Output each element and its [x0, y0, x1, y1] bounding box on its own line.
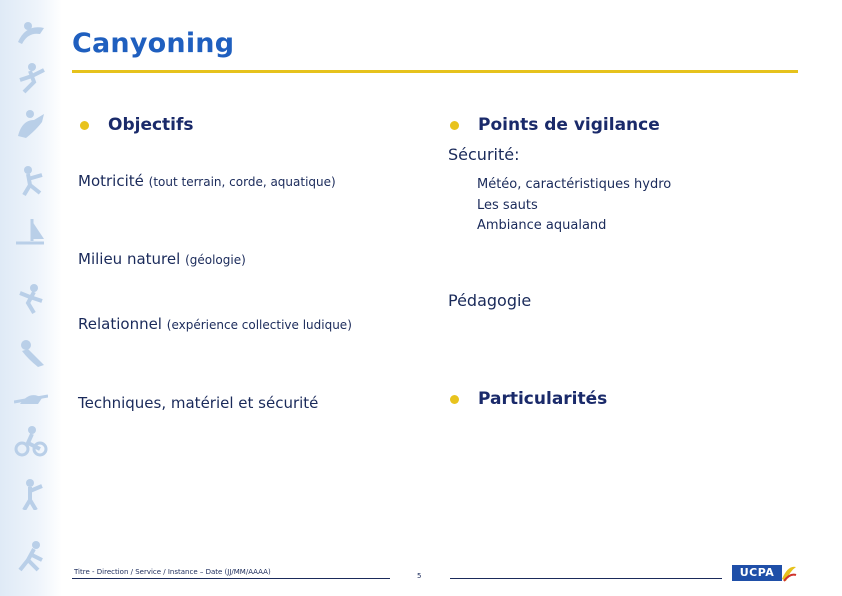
objective-item [78, 315, 352, 333]
security-label: Sécurité: [448, 145, 520, 164]
sport-silhouette-icon [14, 382, 48, 414]
pedagogy-label: Pédagogie [448, 291, 532, 310]
sport-silhouette-icon [14, 337, 48, 369]
objective-label: Milieu naturel [78, 250, 181, 268]
footer-rule-left [72, 578, 390, 579]
logo-swirl-icon [780, 563, 798, 583]
objective-item [78, 172, 336, 190]
objective-label: Motricité [78, 172, 144, 190]
bullet-icon [80, 121, 89, 130]
security-item: Ambiance aqualand [477, 218, 607, 233]
bullet-icon [450, 395, 459, 404]
objective-note: (géologie) [185, 253, 246, 267]
objectives-heading: Objectifs [108, 115, 194, 135]
particularities-heading: Particularités [478, 389, 608, 409]
sport-silhouette-icon [14, 18, 48, 50]
footer-caption: Titre - Direction / Service / Instance – Date (JJ/MM/AAAA) [74, 568, 271, 576]
sport-silhouette-icon [14, 108, 48, 140]
sport-silhouette-icon [14, 478, 48, 510]
sport-silhouette-icon [14, 62, 48, 94]
security-item: Les sauts [477, 198, 538, 213]
objective-label: Techniques, matériel et sécurité [78, 394, 319, 412]
sport-silhouette-icon [14, 425, 48, 457]
page-number: 5 [417, 572, 422, 580]
objective-label: Relationnel [78, 315, 162, 333]
objective-note: (tout terrain, corde, aquatique) [148, 175, 336, 189]
sport-silhouettes-sidebar [0, 0, 62, 596]
vigilance-heading: Points de vigilance [478, 115, 660, 135]
ucpa-logo [732, 563, 798, 583]
objective-item [78, 394, 318, 412]
bullet-icon [450, 121, 459, 130]
page-title: Canyoning [72, 28, 235, 59]
sport-silhouette-icon [14, 165, 48, 197]
sport-silhouette-icon [14, 540, 48, 572]
security-item: Météo, caractéristiques hydro [477, 177, 672, 192]
logo-text: UCPA [732, 565, 782, 581]
footer-rule-right [450, 578, 722, 579]
objective-note: (expérience collective ludique) [166, 318, 352, 332]
objective-item [78, 250, 246, 268]
sport-silhouette-icon [14, 215, 48, 247]
title-underline [72, 70, 798, 73]
sport-silhouette-icon [14, 283, 48, 315]
